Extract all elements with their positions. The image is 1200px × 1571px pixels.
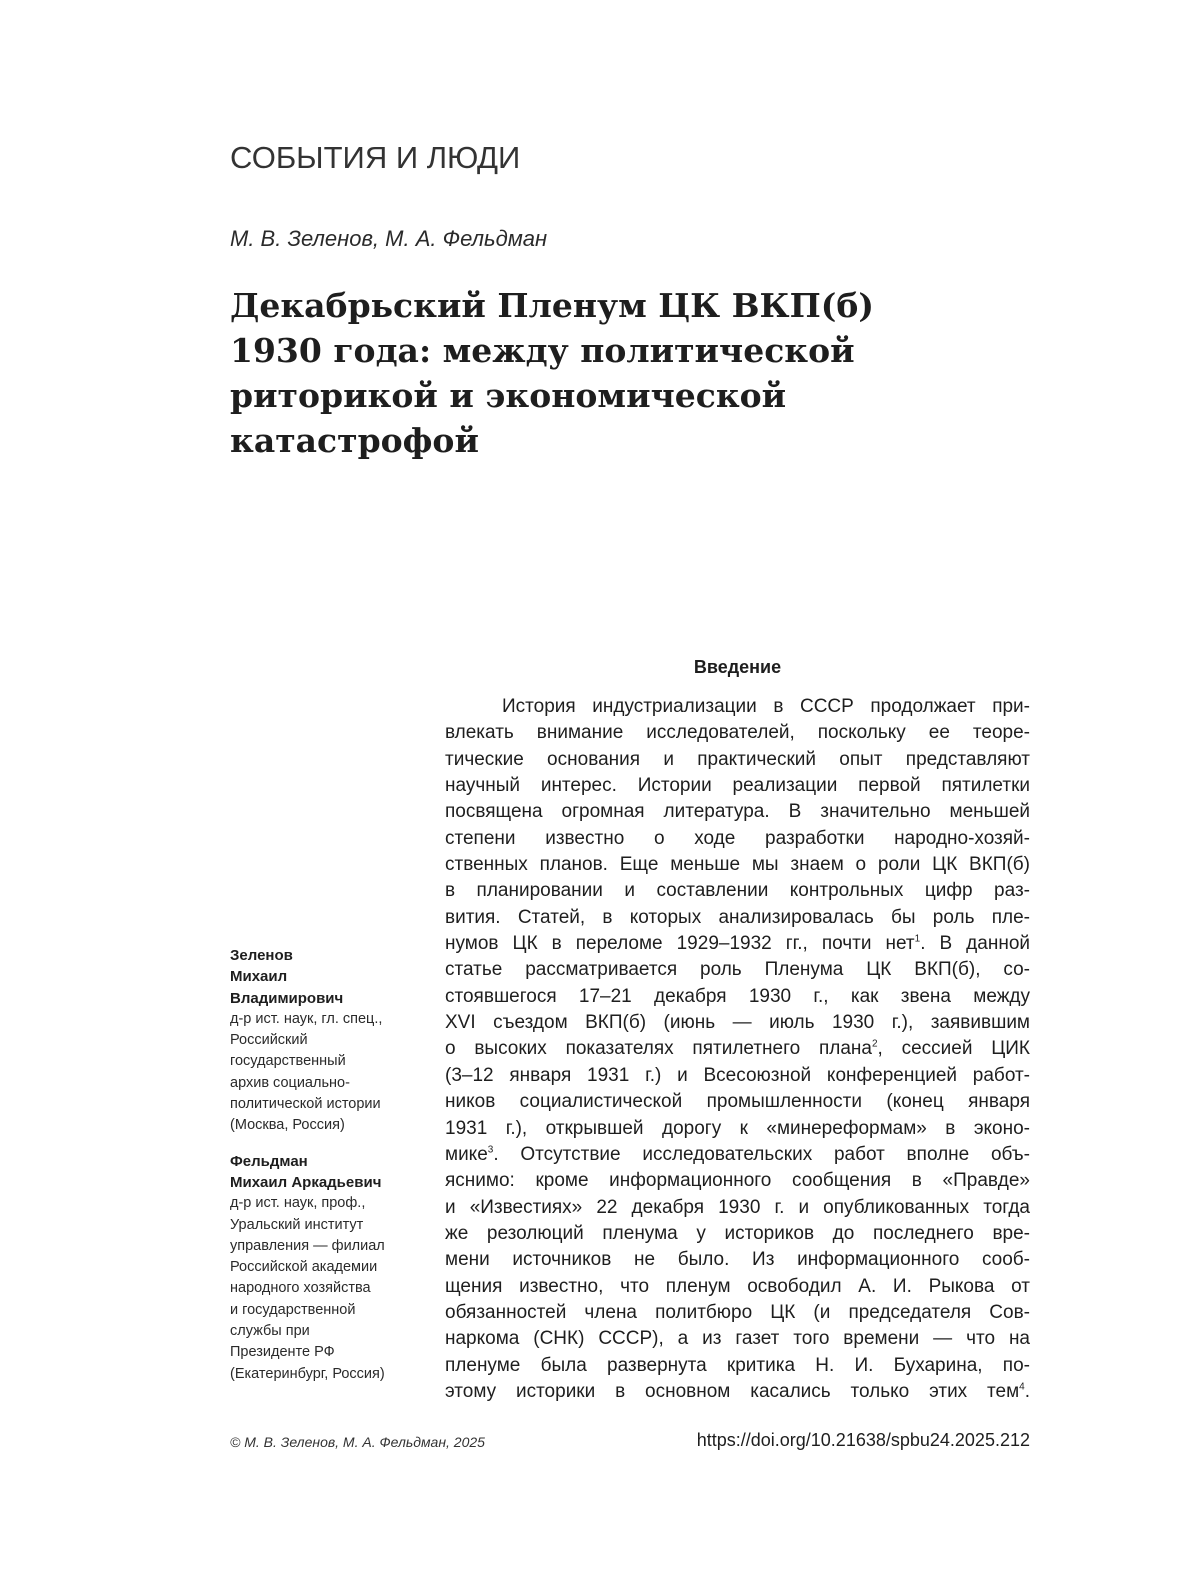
body-line: стоявшегося 17–21 декабря 1930 г., как звена между [445, 985, 1030, 1007]
title-line: риторикой и экономической [230, 376, 787, 415]
author-affiliation-line: Уральский институт [230, 1216, 364, 1233]
author-affiliation-line: (Москва, Россия) [230, 1117, 345, 1134]
author-affiliation-line: государственный [230, 1053, 346, 1070]
body-line: в планировании и составлении контрольных цифр раз- [445, 880, 1030, 902]
body-line: мени источников не было. Из информационного сооб- [445, 1249, 1030, 1271]
body-line: ственных планов. Еще меньше мы знаем о роли ЦК ВКП(б) [445, 854, 1030, 876]
body-line: пленуме была развернута критика Н. И. Бухарина, по- [445, 1354, 1030, 1376]
body-line: XVI съездом ВКП(б) (июнь — июль 1930 г.), заявившим [445, 1012, 1030, 1034]
author-name-line: Зеленов [230, 947, 293, 964]
body-line: научный интерес. Истории реализации первой пятилетки [445, 775, 1030, 797]
article-title [230, 283, 950, 463]
section-label: СОБЫТИЯ И ЛЮДИ [230, 140, 521, 175]
author-affiliation-line: управления — филиал [230, 1237, 385, 1254]
author-name-line: Владимирович [230, 989, 344, 1007]
copyright-notice: © М. В. Зеленов, М. А. Фельдман, 2025 [230, 1434, 485, 1450]
article-body [445, 694, 1030, 1405]
body-line: вития. Статей, в которых анализировалась бы роль пле- [445, 906, 1030, 928]
author-name-line: Фельдман [230, 1152, 308, 1170]
author-affiliation-line: службы при [230, 1323, 310, 1340]
footnote-ref: 4 [1019, 1381, 1025, 1393]
author-affiliation-line: д-р ист. наук, гл. спец., [230, 1010, 383, 1027]
body-line: тические основания и практический опыт представляют [445, 748, 1030, 770]
body-line: посвящена огромная литература. В значительно меньшей [445, 801, 1030, 823]
body-line: История индустриализации в СССР продолжает при- [502, 696, 1030, 717]
body-line: статье рассматривается роль Пленума ЦК ВКП(б), со- [445, 959, 1030, 981]
author-affiliation-line: и государственной [230, 1301, 356, 1318]
footnote-ref: 3 [487, 1144, 494, 1156]
author-affiliation-line: архив социально- [230, 1074, 350, 1091]
body-line: же резолюций пленума у историков до последнего вре- [445, 1222, 1030, 1244]
author-affiliation-line: народного хозяйства [230, 1280, 371, 1297]
author-name-line: Михаил Аркадьевич [230, 1173, 382, 1191]
body-line: яснимо: кроме информационного сообщения в «Правде» [445, 1170, 1030, 1192]
body-line: этому историки в основном касались только этих тем$^4$. [445, 1380, 1030, 1402]
footnote-ref: 2 [871, 1039, 878, 1051]
author-affiliation-line: Российской академии [230, 1259, 378, 1276]
author-affiliation-line: Президенте РФ [230, 1344, 335, 1361]
footnote-ref: 1 [914, 933, 921, 945]
author-name-line: Михаил [230, 968, 288, 986]
author-affiliation-line: политической истории [230, 1096, 381, 1113]
title-line: 1930 года: между политической [230, 331, 855, 370]
author-info-feldman [230, 1151, 420, 1385]
author-info-zelenov [230, 945, 420, 1137]
author-affiliation-line: (Екатеринбург, Россия) [230, 1365, 385, 1382]
title-line: катастрофой [230, 421, 479, 460]
body-line: о высоких показателях пятилетнего плана$^2$, сессией ЦИК [445, 1038, 1030, 1060]
body-line: (3–12 января 1931 г.) и Всесоюзной конференцией работ- [445, 1064, 1030, 1086]
section-heading-introduction: Введение [693, 656, 782, 677]
article-authors: М. В. Зеленов, М. А. Фельдман [230, 226, 548, 251]
body-line: нумов ЦК в переломе 1929–1932 гг., почти нет$^1$. В данной [445, 933, 1030, 955]
author-affiliation-line: Российский [230, 1032, 308, 1049]
author-info-sidebar [230, 945, 420, 1385]
body-line: и «Известиях» 22 декабря 1930 г. и опубликованных тогда [445, 1196, 1030, 1218]
body-line: наркома (СНК) СССР), а из газет того времени — что на [445, 1328, 1030, 1350]
body-line: щения известно, что пленум освободил А. И. Рыкова от [445, 1275, 1030, 1297]
body-line: 1931 г.), открывшей дорогу к «минереформам» в эконо- [445, 1117, 1030, 1139]
body-line: мике$^3$. Отсутствие исследовательских работ вполне объ- [445, 1143, 1030, 1165]
body-line: влекать внимание исследователей, поскольку ее теоре- [445, 722, 1030, 744]
body-line: ников социалистической промышленности (конец января [445, 1091, 1030, 1113]
doi-link[interactable]: https://doi.org/10.21638/spbu24.2025.212 [696, 1430, 1030, 1450]
body-line: обязанностей члена политбюро ЦК (и председателя Сов- [445, 1301, 1030, 1323]
title-line: Декабрьский Пленум ЦК ВКП(б) [230, 286, 874, 325]
author-affiliation-line: д-р ист. наук, проф., [230, 1195, 366, 1212]
body-line: степени известно о ходе разработки народно-хозяй- [445, 827, 1030, 849]
sidebar-spacer [230, 1137, 420, 1151]
